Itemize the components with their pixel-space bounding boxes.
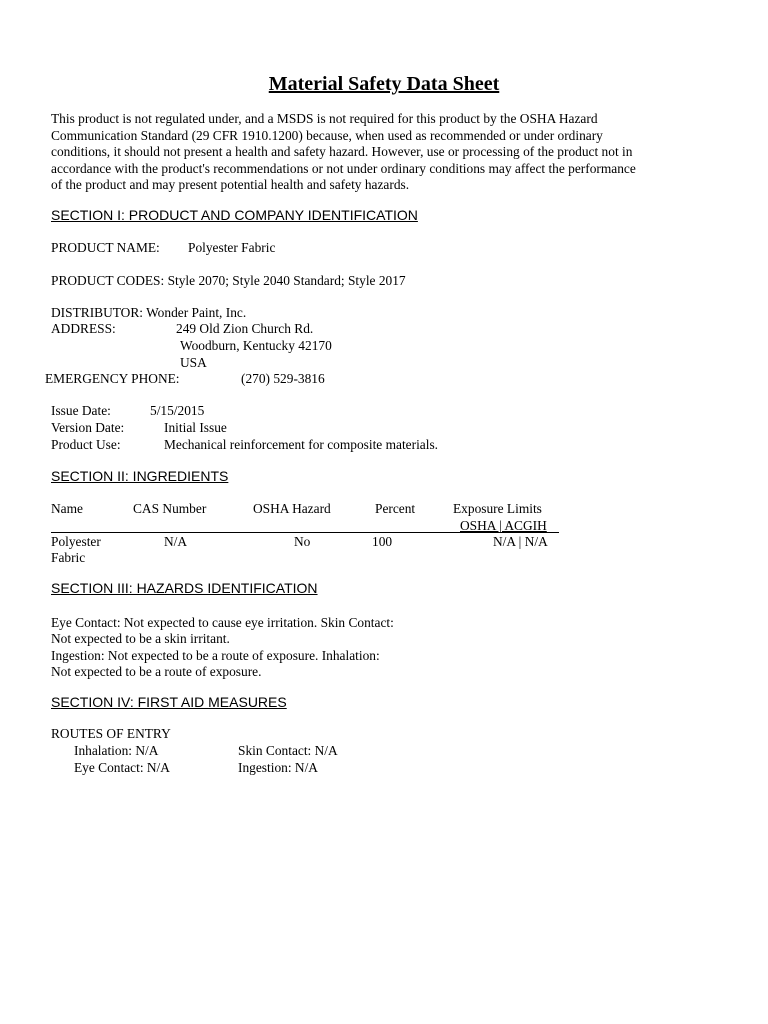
intro-line: conditions, it should not present a health and safety hazard. However, use or processing of the product not in (51, 144, 633, 159)
issue-date-label: Issue Date: (51, 403, 111, 418)
address-line-1: 249 Old Zion Church Rd. (176, 321, 314, 336)
ingredient-exposure: N/A | N/A (493, 534, 548, 549)
intro-line: accordance with the product's recommendations or not under ordinary conditions may affect the performance (51, 160, 636, 176)
col-header-exposure-sub: OSHA | ACGIH (460, 518, 547, 533)
hazards-line: Ingestion: Not expected to be a route of exposure. Inhalation: (51, 648, 380, 663)
section-3-heading: SECTION III: HAZARDS IDENTIFICATION (51, 580, 318, 596)
emergency-phone-label: EMERGENCY PHONE: (45, 371, 180, 386)
col-header-cas: CAS Number (133, 501, 207, 516)
intro-paragraph (51, 111, 721, 194)
route-inhalation: Inhalation: N/A (74, 743, 159, 758)
route-eye-contact: Eye Contact: N/A (74, 760, 170, 775)
routes-of-entry-label: ROUTES OF ENTRY (51, 726, 171, 741)
address-line-2: Woodburn, Kentucky 42170 (180, 338, 332, 353)
document-title: Material Safety Data Sheet (268, 73, 500, 95)
version-date-value: Initial Issue (164, 420, 227, 435)
ingredient-percent: 100 (372, 534, 393, 549)
route-ingestion: Ingestion: N/A (238, 760, 318, 775)
intro-line: Communication Standard (29 CFR 1910.1200) because, when used as recommended or under ordinary (51, 127, 603, 143)
section-4-heading: SECTION IV: FIRST AID MEASURES (51, 694, 287, 710)
intro-line: This product is not regulated under, and a MSDS is not required for this product by the OSHA Hazard (51, 111, 598, 126)
issue-date-value: 5/15/2015 (150, 403, 205, 418)
product-name-label: PRODUCT NAME: (51, 240, 160, 255)
product-codes: PRODUCT CODES: Style 2070; Style 2040 Standard; Style 2017 (51, 273, 406, 288)
ingredient-osha: No (294, 534, 311, 549)
product-name-value: Polyester Fabric (188, 240, 276, 255)
ingredient-name-line-2: Fabric (51, 550, 86, 565)
col-header-osha: OSHA Hazard (253, 501, 331, 516)
distributor: DISTRIBUTOR: Wonder Paint, Inc. (51, 305, 247, 320)
hazards-line: Not expected to be a skin irritant. (51, 631, 230, 646)
section-1-heading: SECTION I: PRODUCT AND COMPANY IDENTIFICATION (51, 207, 418, 223)
hazards-line: Eye Contact: Not expected to cause eye irritation. Skin Contact: (51, 615, 394, 630)
product-use-value: Mechanical reinforcement for composite materials. (164, 437, 439, 452)
address-label: ADDRESS: (51, 321, 116, 336)
product-use-label: Product Use: (51, 437, 121, 452)
section-2-heading: SECTION II: INGREDIENTS (51, 468, 229, 484)
hazards-line: Not expected to be a route of exposure. (51, 664, 262, 679)
ingredient-name-line-1: Polyester (51, 534, 101, 549)
version-date-label: Version Date: (51, 420, 125, 435)
col-header-exposure: Exposure Limits (453, 501, 542, 516)
col-header-percent: Percent (375, 501, 416, 516)
col-header-name: Name (51, 501, 83, 516)
ingredient-cas: N/A (164, 534, 188, 549)
address-line-3: USA (180, 355, 207, 370)
route-skin-contact: Skin Contact: N/A (238, 743, 338, 758)
intro-line: of the product and may present potential health and safety hazards. (51, 177, 410, 192)
emergency-phone-value: (270) 529-3816 (241, 371, 325, 386)
